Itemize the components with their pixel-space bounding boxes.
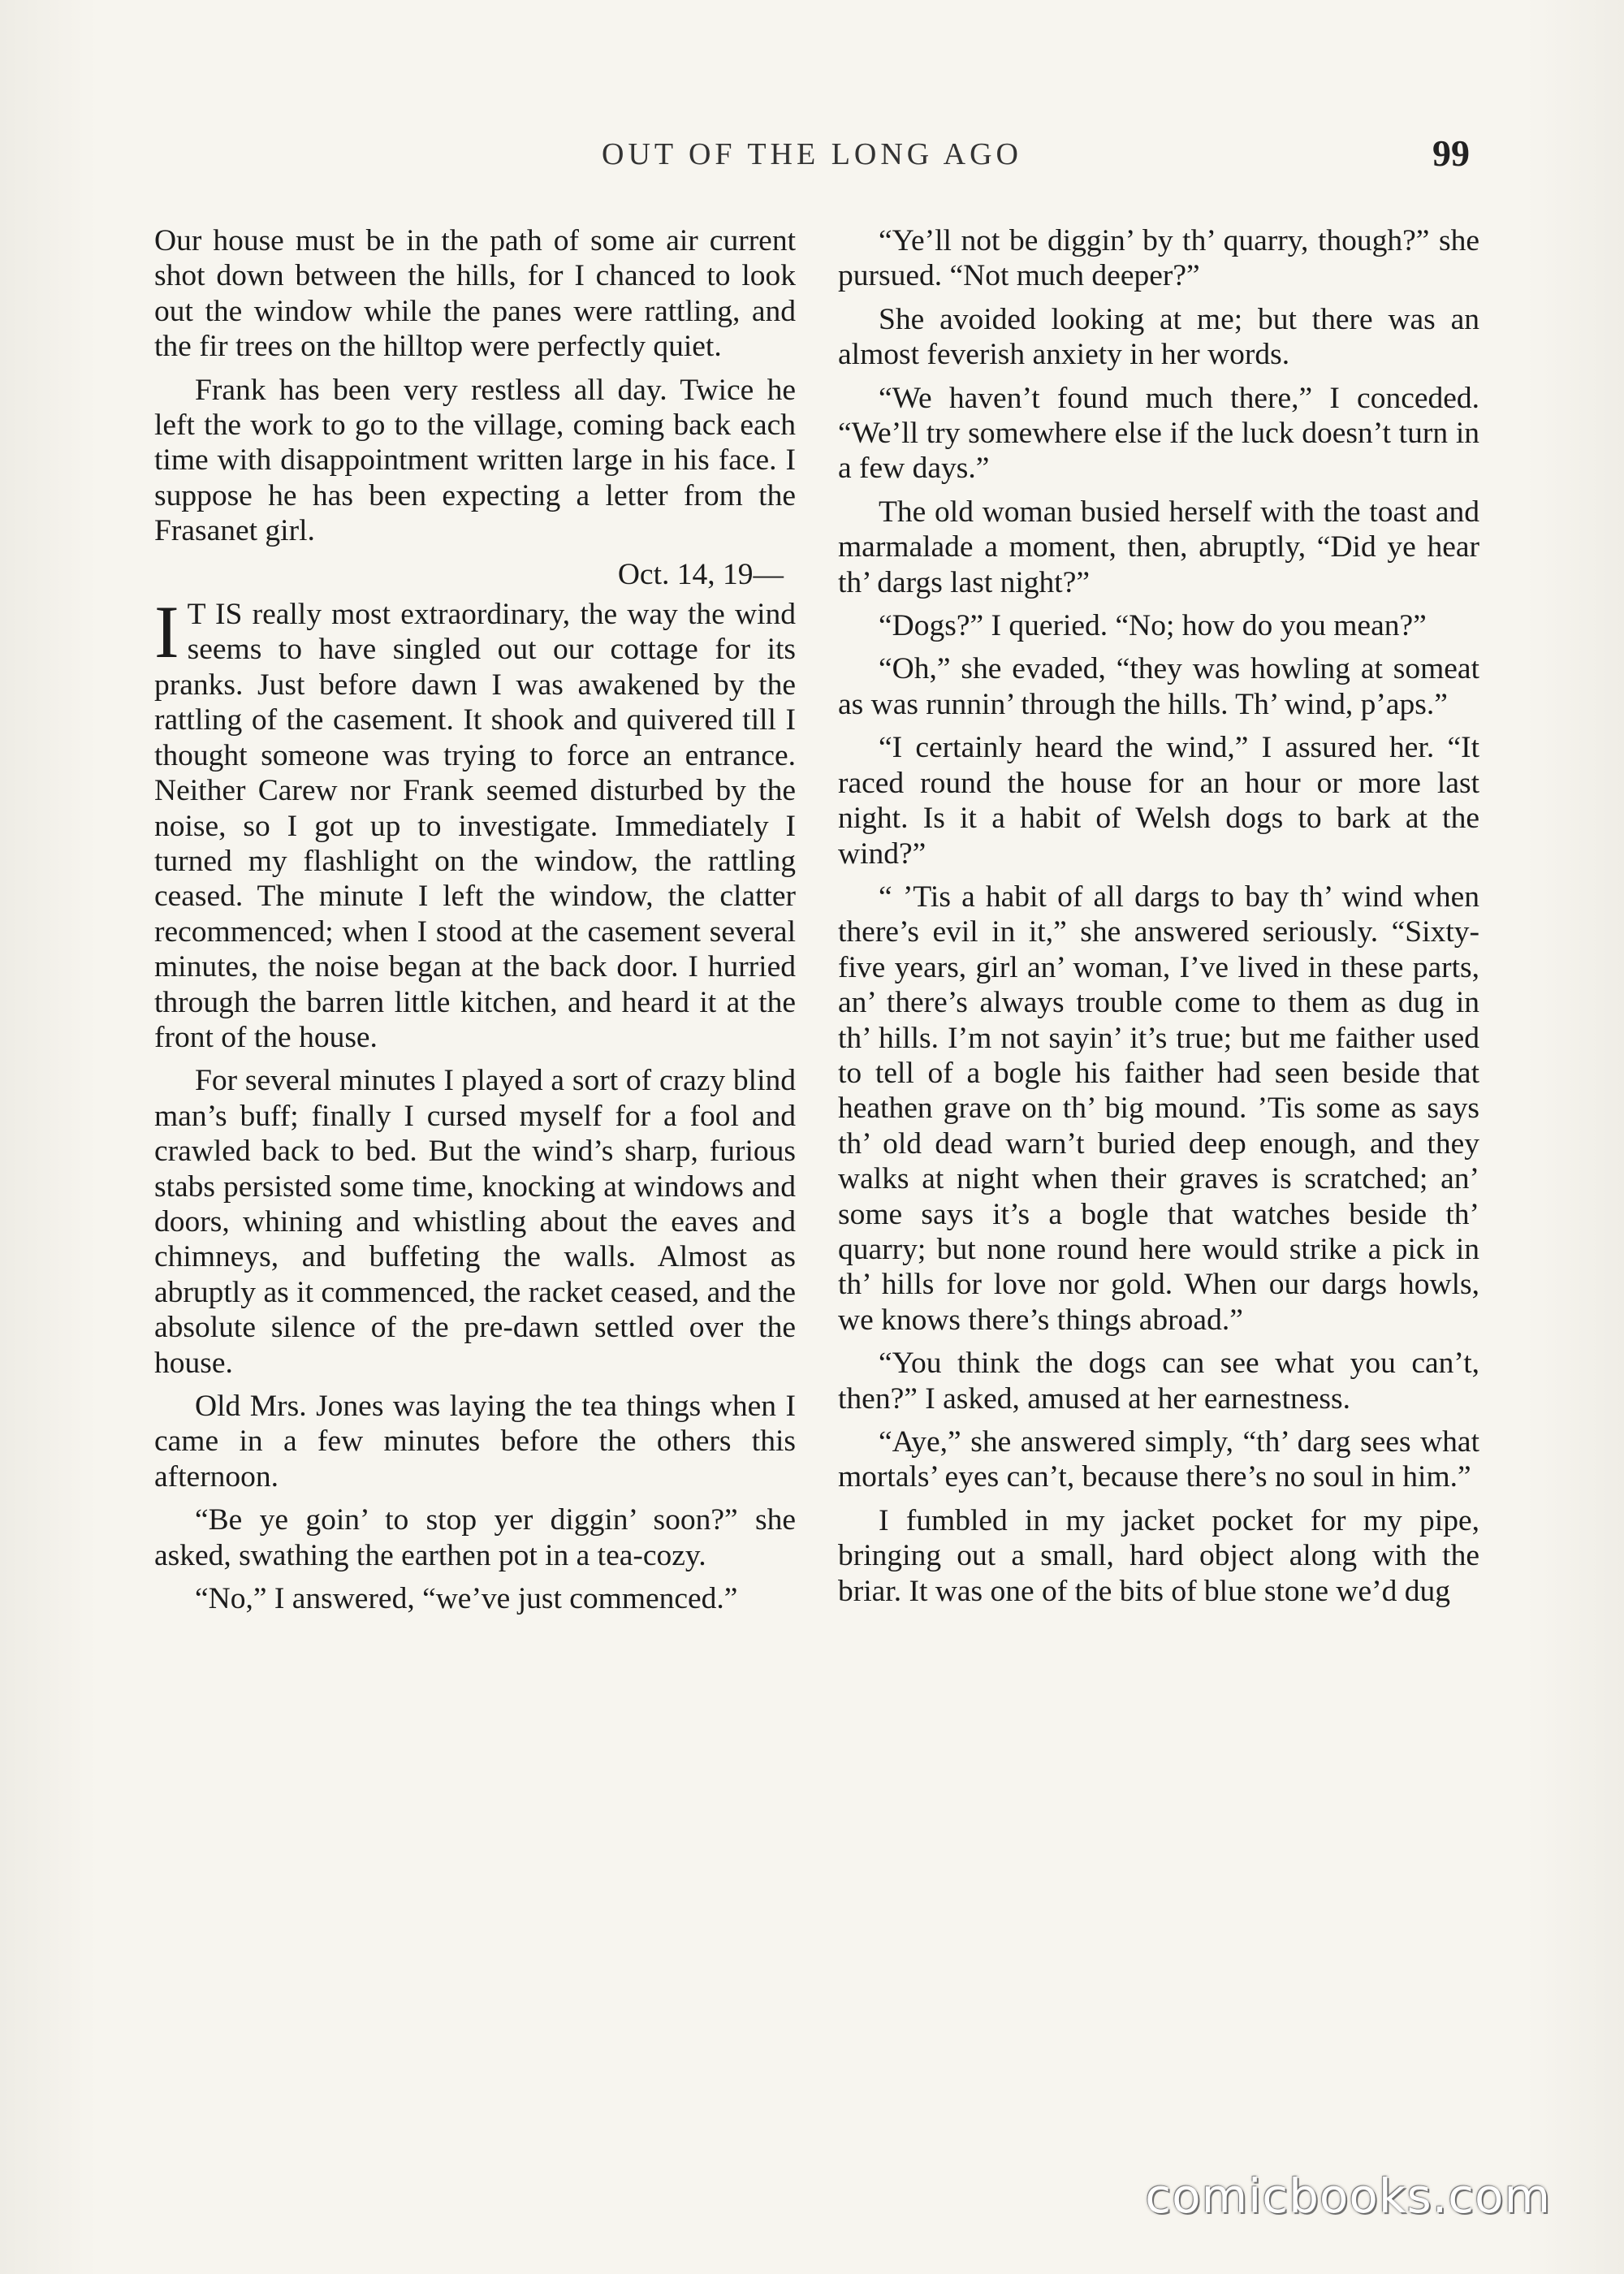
paragraph: “Oh,” she evaded, “they was howling at someat as was runnin’ through the hills. Th’ wind, p’aps.”	[838, 652, 1479, 721]
paragraph: “Be ye goin’ to stop yer diggin’ soon?” she asked, swathing the earthen pot in a tea-cozy.	[154, 1503, 796, 1572]
paragraph: I fumbled in my jacket pocket for my pipe, bringing out a small, hard object along with the briar. It was one of the bits of blue stone we’d dug	[838, 1503, 1479, 1608]
paragraph: “I certainly heard the wind,” I assured her. “It raced round the house for an hour or more last night. Is it a habit of Welsh dogs to bark at the wind?”	[838, 731, 1479, 871]
left-column	[154, 223, 796, 1624]
paragraph: “Dogs?” I queried. “No; how do you mean?”	[879, 609, 1427, 643]
watermark: comicbooks.com	[1145, 2168, 1551, 2224]
paragraph: Old Mrs. Jones was laying the tea things when I came in a few minutes before the others this afternoon.	[154, 1390, 796, 1494]
page-number: 99	[1432, 132, 1470, 174]
right-column	[838, 223, 1479, 1617]
drop-cap: I	[154, 590, 179, 674]
paragraph: For several minutes I played a sort of crazy blind man’s buff; finally I cursed myself for a fool and crawled back to bed. But the wind’s sharp, furious stabs persisted some time, knocking at windows and doors, whining and whistling about the eaves and chimneys, and buffeting the walls. Almost as abruptly as it commenced, the racket ceased, and the absolute silence of the pre-dawn settled over the house.	[154, 1064, 796, 1380]
paragraph: “You think the dogs can see what you can’t, then?” I asked, amused at her earnestness.	[838, 1347, 1479, 1416]
paragraph: “ ’Tis a habit of all dargs to bay th’ wind when there’s evil in it,” she answered seriously. “Sixty-five years, girl an’ woman, I’ve lived in these parts, an’ there’s always trouble come to them as dug in th’ hills. I’m not sayin’ it’s true; but me faither used to tell of a bogle his faither had seen beside that heathen grave on th’ big mound. ’Tis some as says th’ old dead warn’t buried deep enough, and they walks at night when their graves is scratched; an’ some says it’s a bogle that watches beside th’ quarry; but none round here would strike a pick in th’ hills for love nor gold. When our dargs howls, we knows there’s things abroad.”	[838, 880, 1479, 1337]
paragraph: “Ye’ll not be diggin’ by th’ quarry, though?” she pursued. “Not much deeper?”	[838, 224, 1479, 293]
dateline: Oct. 14, 19—	[617, 557, 784, 591]
paragraph: “No,” I answered, “we’ve just commenced.”	[195, 1582, 738, 1616]
paragraph: “We haven’t found much there,” I conceded. “We’ll try somewhere else if the luck doesn’t turn in a few days.”	[838, 381, 1479, 486]
page-header	[154, 132, 1470, 185]
paragraph: “Aye,” she answered simply, “th’ darg sees what mortals’ eyes can’t, because there’s no soul in him.”	[838, 1425, 1479, 1494]
paragraph: Our house must be in the path of some air current shot down between the hills, for I chanced to look out the window while the panes were rattling, and the fir trees on the hilltop were perfectly quiet.	[154, 224, 796, 364]
running-head: OUT OF THE LONG AGO	[602, 137, 1022, 171]
paragraph: Frank has been very restless all day. Twice he left the work to go to the village, coming back each time with disappointment written large in his face. I suppose he has been expecting a letter from the Frasanet girl.	[154, 373, 796, 548]
paragraph-with-drop-cap	[154, 590, 796, 1055]
paragraph: She avoided looking at me; but there was an almost feverish anxiety in her words.	[838, 302, 1479, 372]
paragraph: The old woman busied herself with the toast and marmalade a moment, then, abruptly, “Did ye hear th’ dargs last night?”	[838, 495, 1479, 599]
paragraph-text: T IS really most extraordinary, the way the wind seems to have singled out our cottage for its pranks. Just before dawn I was awakened by the rattling of the casement. It shook and quivered till I thought someone was trying to force an entrance. Neither Carew nor Frank seemed disturbed by the noise, so I got up to investigate. Immediately I turned my flashlight on the window, the rattling ceased. The minute I left the window, the clatter recommenced; when I stood at the casement several minutes, the noise began at the back door. I hurried through the barren little kitchen, and heard it at the front of the house.	[154, 598, 796, 1054]
